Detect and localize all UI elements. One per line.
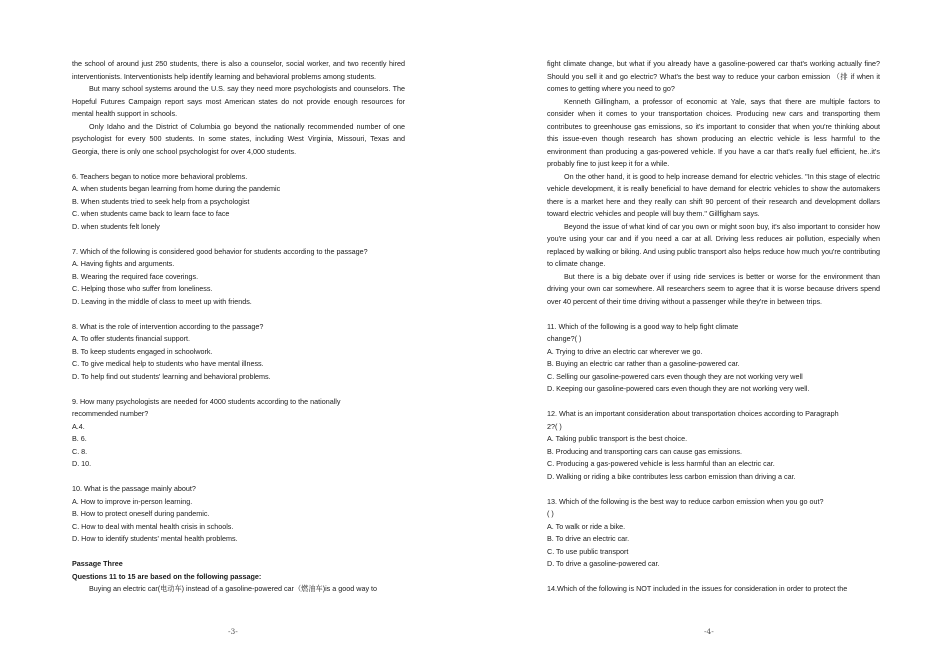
question-stem: ( )	[547, 509, 554, 518]
option-d: D. To drive a gasoline-powered car.	[547, 559, 660, 568]
passage-paragraph: Buying an electric car(电动车) instead of a gasoline-powered car（燃油车)is a good way to	[89, 584, 378, 593]
passage-paragraph: Only Idaho and the District of Columbia go beyond the nationally recommended number of one psychologist for every 500 students. In some states, including West Virginia, Missouri, Texas and Georgia, there is only one school psychologist for over 4,000 students.	[72, 121, 405, 156]
question-8	[72, 321, 405, 384]
passage-paragraph: Kenneth Gillingham, a professor of economic at Yale, says that there are multiple factors to consider when it comes to your transportation choices. Producing new cars and transporting them contributes to greenhouse gas emissions, so it's important to consider that when you're thinking about this issue-even though research has shown producing an electric vehicle is less harmful to the environment than producing a gas-powered vehicle. If you have a car that's really fuel efficient, he..it's probably fine to just keep it for a while.	[547, 96, 880, 168]
question-11	[547, 321, 880, 396]
question-stem: 2?( )	[547, 421, 562, 431]
option-d: D. when students felt lonely	[72, 221, 160, 231]
page-number-left: -3-	[228, 627, 238, 636]
right-page-column	[547, 58, 880, 596]
option-c: C. To use public transport	[547, 546, 629, 556]
option-b: B. Wearing the required face coverings.	[72, 271, 199, 281]
option-b: B. To drive an electric car.	[547, 534, 630, 543]
question-stem: change?( )	[547, 334, 582, 343]
option-d: D. Leaving in the middle of class to meet up with friends.	[72, 296, 252, 306]
passage-paragraph: fight climate change, but what if you already have a gasoline-powered car that's working actually fine? Should you sell it and go electric? What's the best way to reduce your carbon emission （排 if when it comes to getting where you need to go?	[547, 59, 880, 93]
option-d: D. To help find out students' learning and behavioral problems.	[72, 371, 271, 381]
question-13	[547, 496, 880, 571]
question-stem: 6. Teachers began to notice more behavioral problems.	[72, 171, 248, 181]
option-c: C. Selling our gasoline-powered cars even though they are not working very well	[547, 371, 803, 381]
question-stem: 12. What is an important consideration about transportation choices according to Paragraph	[547, 409, 839, 418]
option-c: C. 8.	[72, 446, 88, 456]
option-c: C. To give medical help to students who have mental illness.	[72, 359, 264, 368]
option-c: C. Producing a gas-powered vehicle is less harmful than an electric car.	[547, 459, 775, 468]
passage-paragraph: the school of around just 250 students, there is also a counselor, social worker, and two recently hired interventionists. Interventionists help identify learning and behavioral problems among students.	[72, 59, 405, 81]
passage-title: Passage Three	[72, 559, 123, 568]
option-a: A. Taking public transport is the best choice.	[547, 434, 688, 443]
left-page-column	[72, 58, 405, 596]
question-7	[72, 246, 405, 309]
question-stem: 9. How many psychologists are needed for 4000 students according to the nationally	[72, 396, 341, 406]
passage-paragraph: But many school systems around the U.S. say they need more psychologists and counselors. The Hopeful Futures Campaign report says most American states do not provide enough resources for mental health support in schools.	[72, 84, 405, 118]
question-stem: 7. Which of the following is considered good behavior for students according to the passage?	[72, 246, 368, 256]
option-a: A. Having fights and arguments.	[72, 259, 175, 268]
option-a: A.4.	[72, 421, 85, 431]
option-c: C. Helping those who suffer from loneliness.	[72, 284, 213, 293]
option-a: A. How to improve in-person learning.	[72, 496, 193, 506]
passage-paragraph: On the other hand, it is good to help increase demand for electric vehicles. "In this stage of electric vehicle development, it is really beneficial to have demand for electric vehicles to show the automakers there is a market here and they really can shift 90 percent of their research and development dollars toward electric vehicles and people will buy them." Gillfigham says.	[547, 171, 880, 218]
passage-instruction: Questions 11 to 15 are based on the following passage:	[72, 571, 262, 581]
option-b: B. 6.	[72, 434, 87, 443]
question-stem: recommended number?	[72, 409, 149, 418]
option-a: A. Trying to drive an electric car wherever we go.	[547, 346, 703, 356]
question-stem: 10. What is the passage mainly about?	[72, 484, 196, 493]
option-a: A. when students began learning from home during the pandemic	[72, 184, 281, 193]
question-stem: 13. Which of the following is the best way to reduce carbon emission when you go out?	[547, 496, 824, 506]
question-12	[547, 408, 880, 483]
option-b: B. Producing and transporting cars can cause gas emissions.	[547, 446, 742, 456]
question-6	[72, 171, 405, 234]
option-d: D. Keeping our gasoline-powered cars even though they are not working very well.	[547, 384, 810, 393]
question-14-stem: 14.Which of the following is NOT included in the issues for consideration in order to protect the	[547, 584, 848, 593]
option-d: D. 10.	[72, 459, 92, 468]
passage-paragraph: Beyond the issue of what kind of car you own or might soon buy, it's also important to consider how you're using your car and if you need a car at all. Driving less reduces air pollution, especially when replaced by walking or biking. And using public transport also helps reduce how much you're contributing to climate change.	[547, 221, 880, 268]
question-stem: 8. What is the role of intervention according to the passage?	[72, 321, 264, 331]
question-stem: 11. Which of the following is a good way to help fight climate	[547, 321, 739, 331]
passage-paragraph: But there is a big debate over if using ride services is better or worse for the environment than driving your own car somewhere. All researchers seem to agree that it is worse because drivers spend over 40 percent of their time driving without a passenger while they're in between trips.	[547, 271, 880, 306]
option-b: B. To keep students engaged in schoolwork.	[72, 346, 213, 356]
option-b: B. When students tried to seek help from a psychologist	[72, 196, 250, 206]
option-c: C. How to deal with mental health crisis in schools.	[72, 521, 234, 531]
option-b: B. How to protect oneself during pandemic.	[72, 509, 210, 518]
page-number-right: -4-	[704, 627, 714, 636]
option-b: B. Buying an electric car rather than a gasoline-powered car.	[547, 359, 740, 368]
option-a: A. To offer students financial support.	[72, 334, 190, 343]
option-d: D. How to identify students' mental health problems.	[72, 534, 238, 543]
option-c: C. when students came back to learn face to face	[72, 209, 230, 218]
question-9	[72, 396, 405, 471]
question-10	[72, 483, 405, 546]
option-d: D. Walking or riding a bike contributes less carbon emission than driving a car.	[547, 471, 796, 481]
option-a: A. To walk or ride a bike.	[547, 521, 626, 531]
